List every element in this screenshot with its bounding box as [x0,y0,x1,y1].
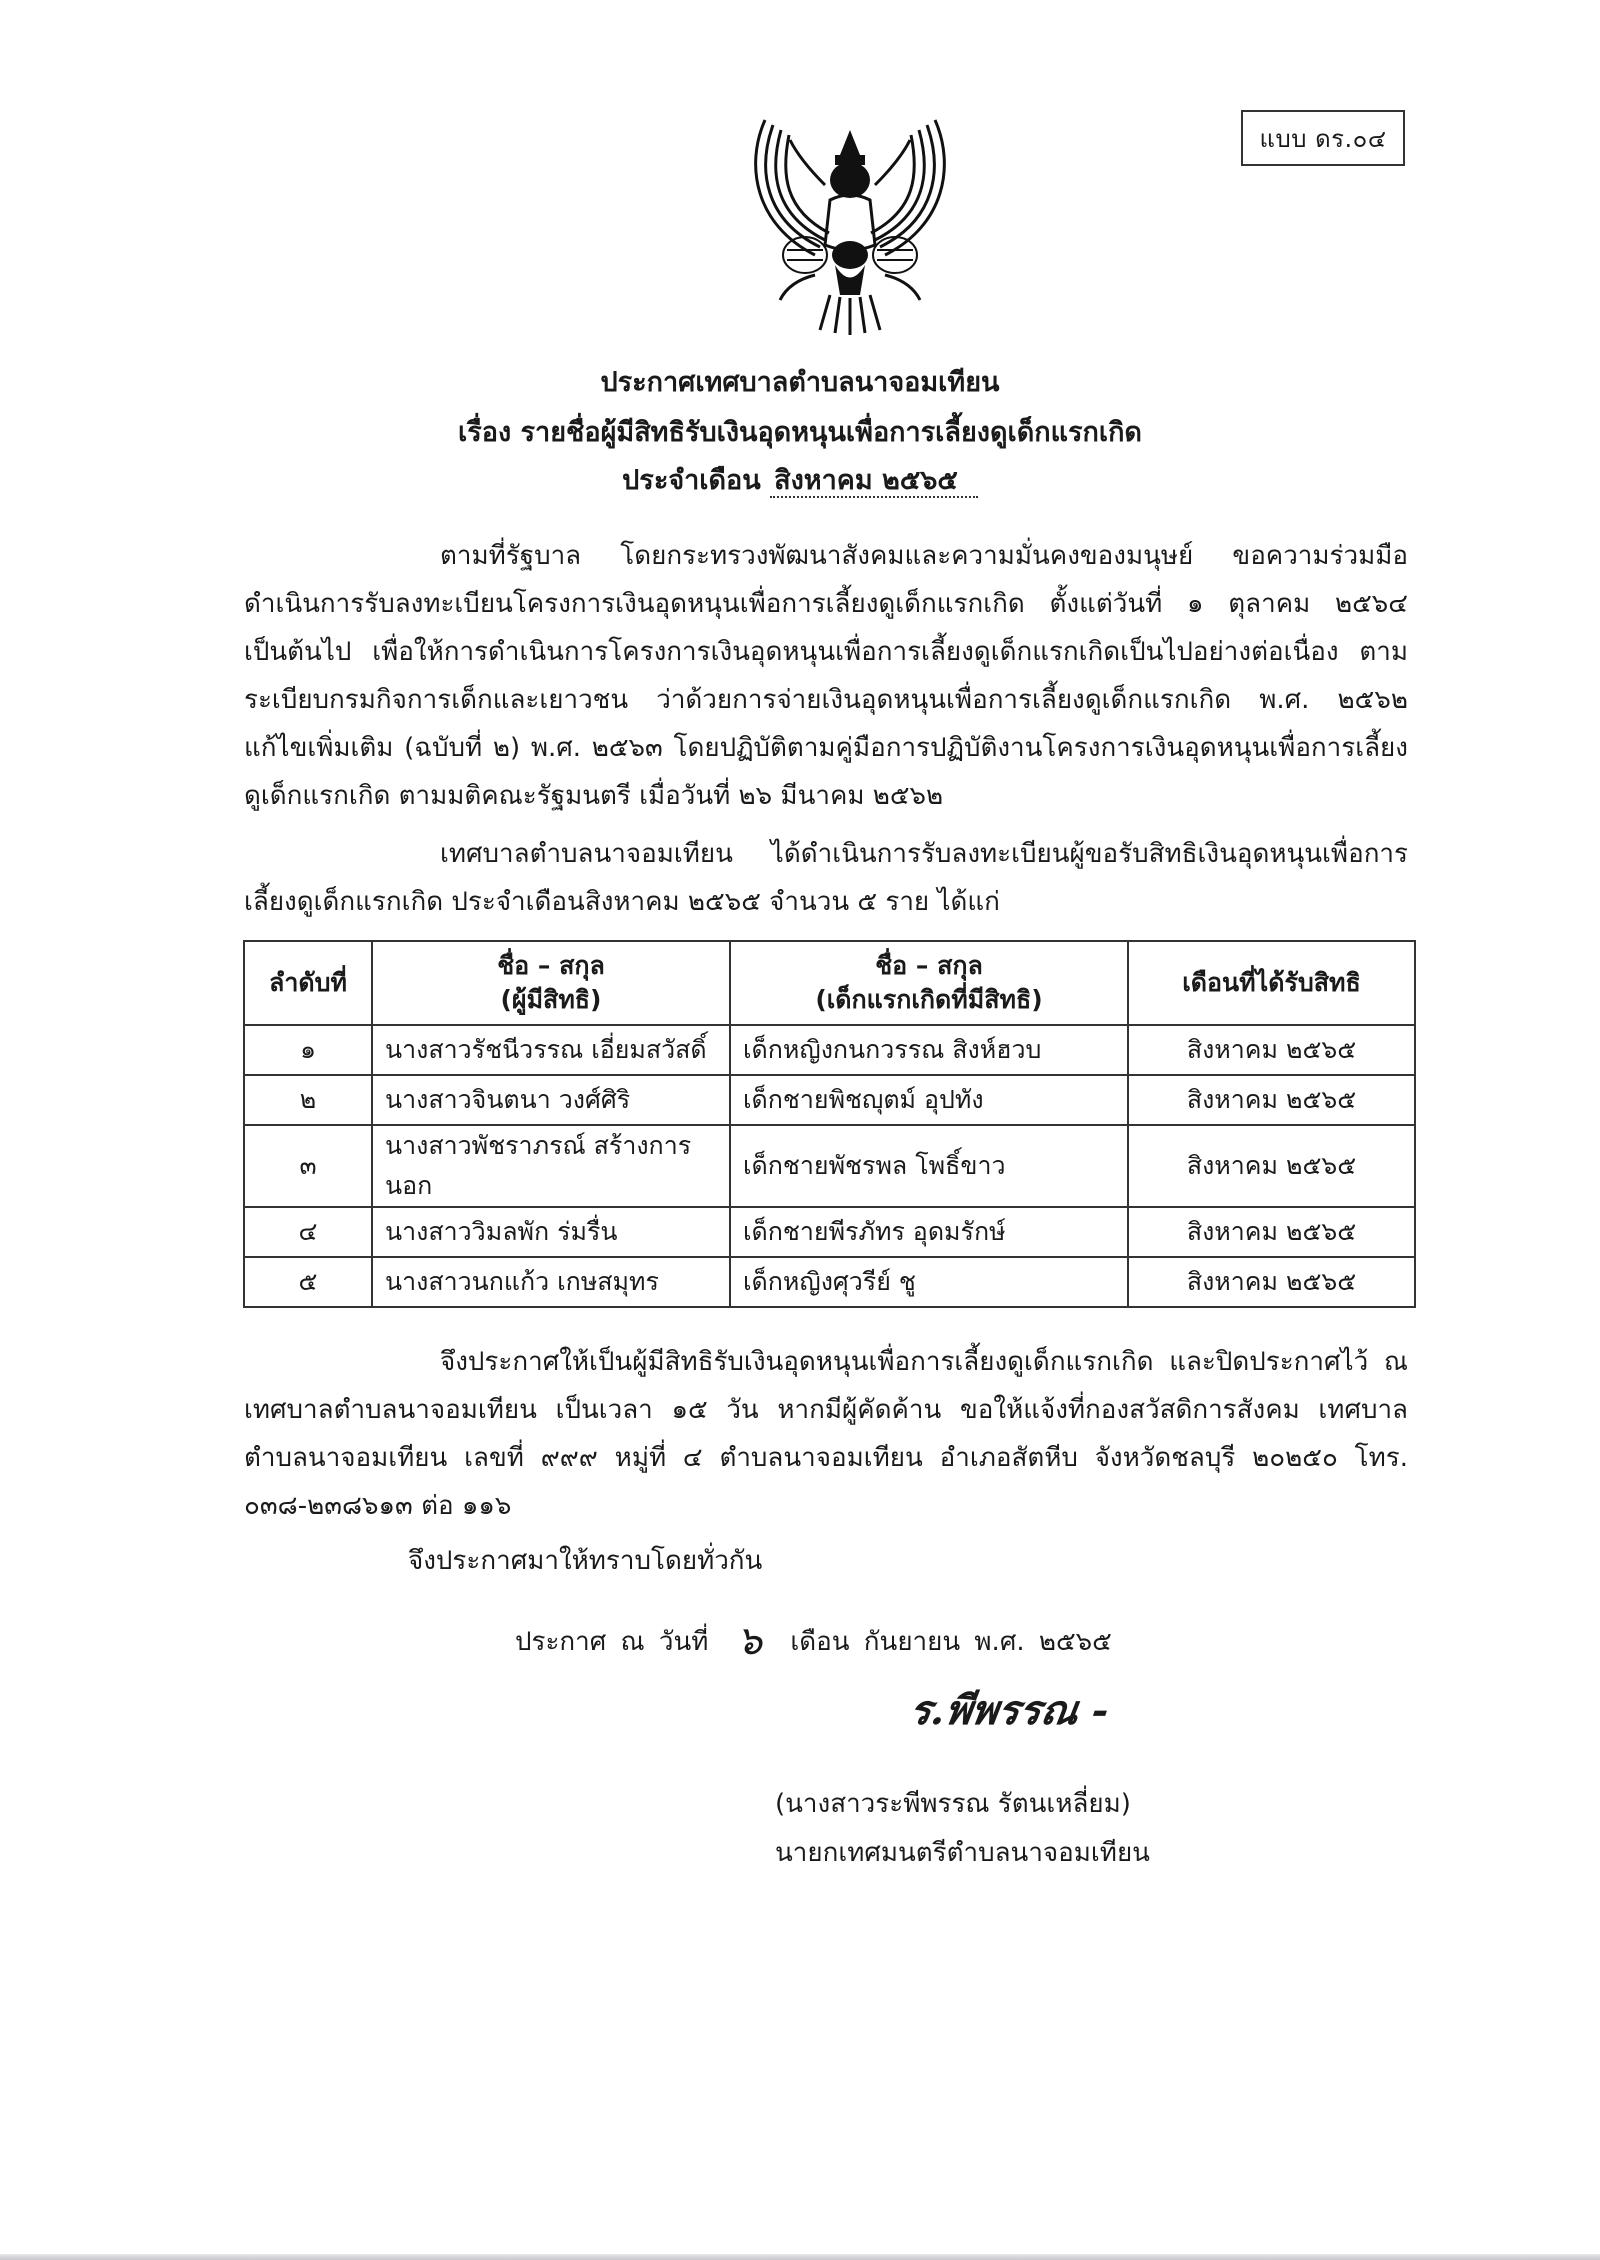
announcement-subject: เรื่อง รายชื่อผู้มีสิทธิรับเงินอุดหนุนเพื่อการเลี้ยงดูเด็กแรกเกิด [458,417,1142,448]
table-row [244,1207,1415,1257]
garuda-emblem-icon [735,105,965,335]
header-month: เดือนที่ได้รับสิทธิ [1128,941,1415,1025]
cell-no: ๕ [244,1257,372,1307]
cell-month: สิงหาคม ๒๕๖๕ [1128,1025,1415,1075]
cell-month: สิงหาคม ๒๕๖๕ [1128,1257,1415,1307]
signer-title: นายกเทศมนตรีตำบลนาจอมเทียน [775,1838,1150,1868]
paragraph-3-text: จึงประกาศให้เป็นผู้มีสิทธิรับเงินอุดหนุนเพื่อการเลี้ยงดูเด็กแรกเกิด และปิดประกาศไว้ ณ เทศบาลตำบลนาจอมเทียน เป็นเวลา ๑๕ วัน หากมีผู้คัดค้าน ขอให้แจ้งที่กองสวัสดิการสังคม เทศบาลตำบลนาจอมเทียน เลขที่ ๙๙๙ หมู่ที่ ๔ ตำบลนาจอมเทียน อำเภอสัตหีบ จังหวัดชลบุรี ๒๐๒๕๐ โทร. ๐๓๘-๒๓๘๖๑๓ ต่อ ๑๑๖ [244,1347,1408,1521]
beneficiary-table [243,940,1416,1308]
header-child [730,941,1128,1025]
cell-parent: นางสาวนกแก้ว เกษสมุทร [372,1257,730,1307]
cell-parent: นางสาวพัชราภรณ์ สร้างการนอก [372,1125,730,1207]
cell-child: เด็กชายพัชรพล โพธิ์ขาว [730,1125,1128,1207]
date-prefix: ประกาศ ณ วันที่ [515,1627,709,1657]
date-suffix: เดือน กันยายน พ.ศ. ๒๕๖๕ [790,1627,1112,1657]
body-paragraph-1 [244,532,1408,820]
body-paragraph-3 [244,1338,1408,1530]
table-row [244,1075,1415,1125]
handwritten-signature: ร.พีพรรณ - [906,1687,1112,1734]
header-parent [372,941,730,1025]
cell-child: เด็กชายพีรภัทร อุดมรักษ์ [730,1207,1128,1257]
signer-name: (นางสาวระพีพรรณ รัตนเหลี่ยม) [775,1789,1131,1819]
announcement-period [0,458,1600,501]
table-row [244,1257,1415,1307]
period-value: สิงหาคม ๒๕๖๕ [770,465,978,498]
header-no: ลำดับที่ [244,941,372,1025]
cell-no: ๓ [244,1125,372,1207]
cell-child: เด็กหญิงศุวรีย์ ชู [730,1257,1128,1307]
cell-child: เด็กชายพิชญุตม์ อุปทัง [730,1075,1128,1125]
cell-parent: นางสาวรัชนีวรรณ เอี่ยมสวัสดิ์ [372,1025,730,1075]
date-day-handwritten: ๖ [736,1618,763,1664]
header-parent-line1: ชื่อ – สกุล [497,951,605,980]
cell-month: สิงหาคม ๒๕๖๕ [1128,1075,1415,1125]
paragraph-2-text: เทศบาลตำบลนาจอมเทียน ได้ดำเนินการรับลงทะเบียนผู้ขอรับสิทธิเงินอุดหนุนเพื่อการเลี้ยงดูเด็กแรกเกิด ประจำเดือนสิงหาคม ๒๕๖๕ จำนวน ๕ ราย ได้แก่ [244,839,1408,917]
closing-statement: จึงประกาศมาให้ทราบโดยทั่วกัน [408,1546,763,1576]
body-paragraph-2 [244,830,1408,926]
header-child-line1: ชื่อ – สกุล [875,951,983,980]
period-label: ประจำเดือน [622,465,761,496]
cell-child: เด็กหญิงกนกวรรณ สิงห์ฮวบ [730,1025,1128,1075]
cell-parent: นางสาวจินตนา วงศ์ศิริ [372,1075,730,1125]
header-child-line2: (เด็กแรกเกิดที่มีสิทธิ) [815,985,1043,1014]
cell-no: ๑ [244,1025,372,1075]
page-edge-shadow [0,2254,1600,2260]
cell-month: สิงหาคม ๒๕๖๕ [1128,1125,1415,1207]
paragraph-1-text: ตามที่รัฐบาล โดยกระทรวงพัฒนาสังคมและความมั่นคงของมนุษย์ ขอความร่วมมือดำเนินการรับลงทะเบียนโครงการเงินอุดหนุนเพื่อการเลี้ยงดูเด็กแรกเกิด ตั้งแต่วันที่ ๑ ตุลาคม ๒๕๖๔ เป็นต้นไป เพื่อให้การดำเนินการโครงการเงินอุดหนุนเพื่อการเลี้ยงดูเด็กแรกเกิดเป็นไปอย่างต่อเนื่อง ตามระเบียบกรมกิจการเด็กและเยาวชน ว่าด้วยการจ่ายเงินอุดหนุนเพื่อการเลี้ยงดูเด็กแรกเกิด พ.ศ. ๒๕๖๒ แก้ไขเพิ่มเติม (ฉบับที่ ๒) พ.ศ. ๒๕๖๓ โดยปฏิบัติตามคู่มือการปฏิบัติงานโครงการเงินอุดหนุนเพื่อการเลี้ยงดูเด็กแรกเกิด ตามมติคณะรัฐมนตรี เมื่อวันที่ ๒๖ มีนาคม ๒๕๖๒ [244,541,1408,811]
form-code-label: แบบ ดร.๐๔ [1259,124,1387,153]
table-row [244,1125,1415,1207]
cell-no: ๔ [244,1207,372,1257]
announcement-date [515,1608,1112,1672]
announcement-title: ประกาศเทศบาลตำบลนาจอมเทียน [600,367,1000,398]
form-code-box [1241,110,1405,166]
header-parent-line2: (ผู้มีสิทธิ) [500,985,602,1014]
table-row [244,1025,1415,1075]
cell-no: ๒ [244,1075,372,1125]
cell-month: สิงหาคม ๒๕๖๕ [1128,1207,1415,1257]
table-header-row [244,941,1415,1025]
cell-parent: นางสาววิมลพัก ร่มรื่น [372,1207,730,1257]
